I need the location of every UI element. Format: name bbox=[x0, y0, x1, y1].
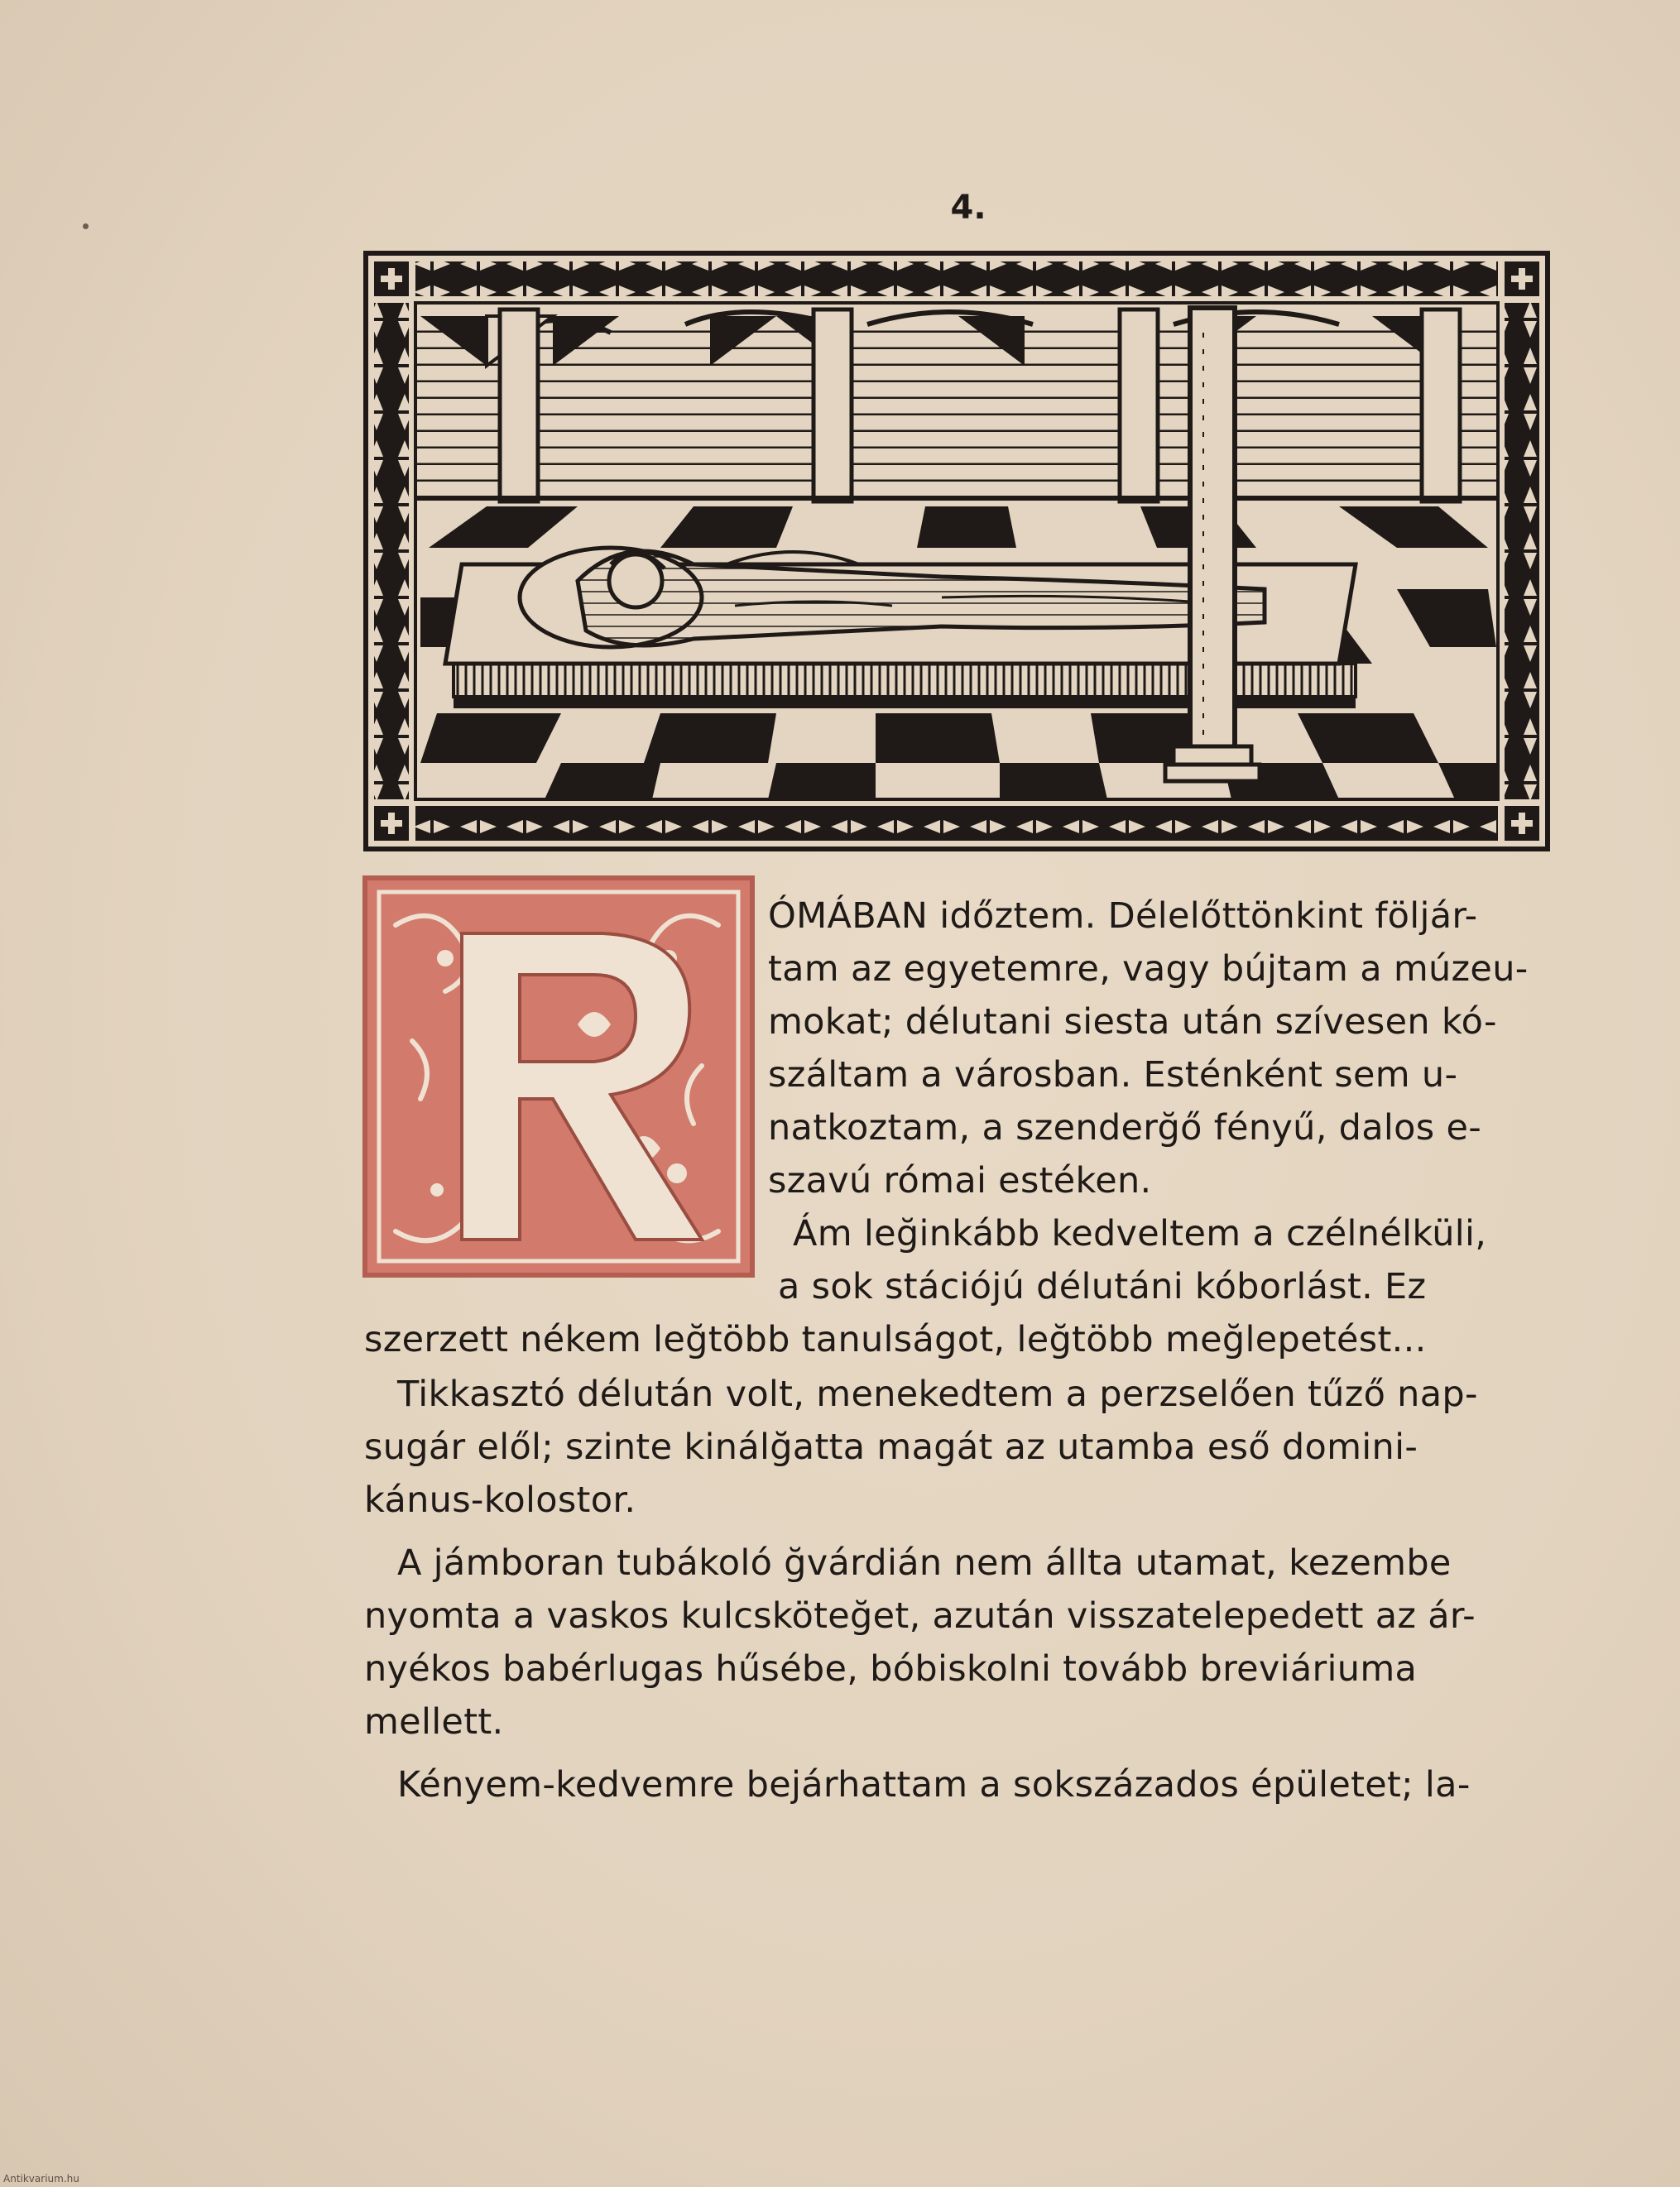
text-line: natkoztam, a szenderğő fényű, dalos e- bbox=[768, 1107, 1482, 1149]
text-line: szerzett nékem leğtöbb tanulságot, leğtöbb meğlepetést... bbox=[364, 1319, 1427, 1360]
text-line: sugár elől; szinte kinálğatta magát az utamba eső domini- bbox=[364, 1427, 1418, 1468]
decorated-initial bbox=[362, 875, 755, 1278]
text-line: a sok stációjú délutáni kóborlást. Ez bbox=[778, 1266, 1427, 1307]
ink-fleck bbox=[83, 223, 89, 229]
text-line: mellett. bbox=[364, 1701, 504, 1743]
text-line: ÓMÁBAN időztem. Délelőttönkint följár- bbox=[768, 895, 1478, 937]
woodcut-illustration bbox=[362, 250, 1551, 852]
text-line: Tikkasztó délután volt, menekedtem a perzselően tűző nap- bbox=[397, 1374, 1478, 1415]
text-line: tam az egyetemre, vagy bújtam a múzeu- bbox=[768, 948, 1529, 990]
text-line: nyomta a vaskos kulcsköteğet, azután visszatelepedett az ár- bbox=[364, 1595, 1476, 1637]
text-line: nyékos babérlugas hűsébe, bóbiskolni tovább breviáriuma bbox=[364, 1648, 1418, 1690]
text-line: mokat; délutani siesta után szívesen kó- bbox=[768, 1001, 1497, 1043]
text-line: A jámboran tubákoló ğvárdián nem állta utamat, kezembe bbox=[397, 1542, 1452, 1584]
page-number: 4. bbox=[950, 189, 986, 227]
text-line: kánus-kolostor. bbox=[364, 1480, 636, 1521]
text-line: száltam a városban. Esténként sem u- bbox=[768, 1054, 1458, 1096]
watermark: Antikvarium.hu bbox=[3, 2173, 79, 2185]
text-line: szavú római estéken. bbox=[768, 1160, 1152, 1201]
text-line: Ám leğinkább kedveltem a czélnélküli, bbox=[793, 1213, 1487, 1254]
text-line: Kényem-kedvemre bejárhattam a sokszázados épületet; la- bbox=[397, 1764, 1471, 1806]
